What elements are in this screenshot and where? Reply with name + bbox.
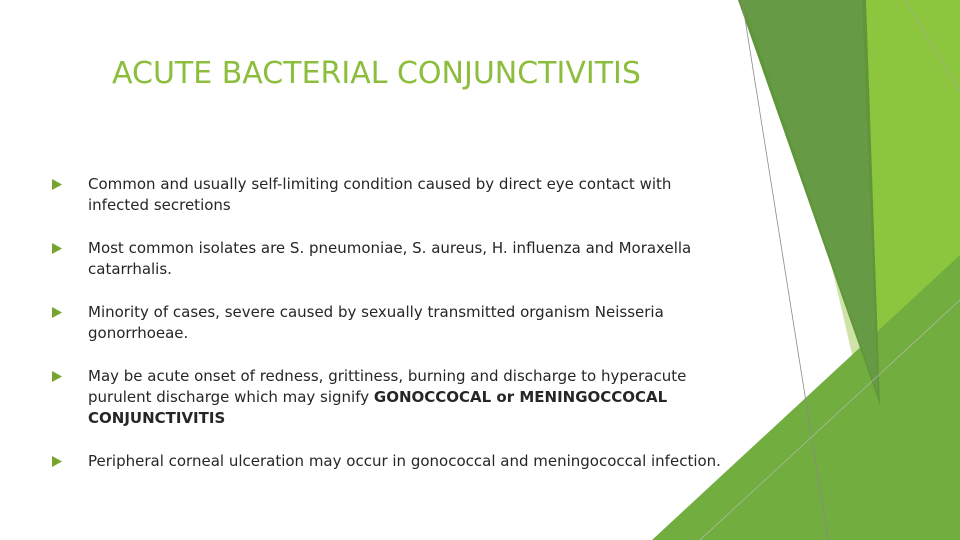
bullet-item [52, 302, 732, 344]
bullet-text [88, 367, 686, 427]
bullet-text-plain: Minority of cases, severe caused by sexually transmitted organism Neisseria gonorrhoeae. [88, 303, 664, 342]
bullet-text-emphasis: GONOCCOCAL or MENINGOCCOCAL CONJUNCTIVITIS [88, 388, 668, 427]
bullet-item [52, 451, 732, 472]
bullet-text-plain: Peripheral corneal ulceration may occur in gonococcal and meningococcal infection. [88, 452, 721, 470]
bullet-item [52, 174, 732, 216]
bullet-text-plain: Common and usually self-limiting condition caused by direct eye contact with infected secretions [88, 175, 672, 214]
bullet-text [88, 239, 691, 278]
bullet-text [88, 303, 664, 342]
triangle-arrow-right-icon [52, 456, 62, 467]
bullet-item [52, 366, 732, 429]
triangle-arrow-right-icon [52, 371, 62, 382]
triangle-arrow-right-icon [52, 179, 62, 190]
bullet-list [52, 174, 732, 494]
bullet-text-plain: May be acute onset of redness, grittiness, burning and discharge to hyperacute purulent discharge which may signify [88, 367, 687, 406]
bullet-text [88, 452, 721, 470]
triangle-arrow-right-icon [52, 243, 62, 254]
bullet-text-plain: Most common isolates are S. pneumoniae, S. aureus, H. influenza and Moraxella catarrhalis. [88, 239, 692, 278]
triangle-arrow-right-icon [52, 307, 62, 318]
bullet-text [88, 175, 671, 214]
slide-title: ACUTE BACTERIAL CONJUNCTIVITIS [112, 56, 641, 91]
bullet-item [52, 238, 732, 280]
